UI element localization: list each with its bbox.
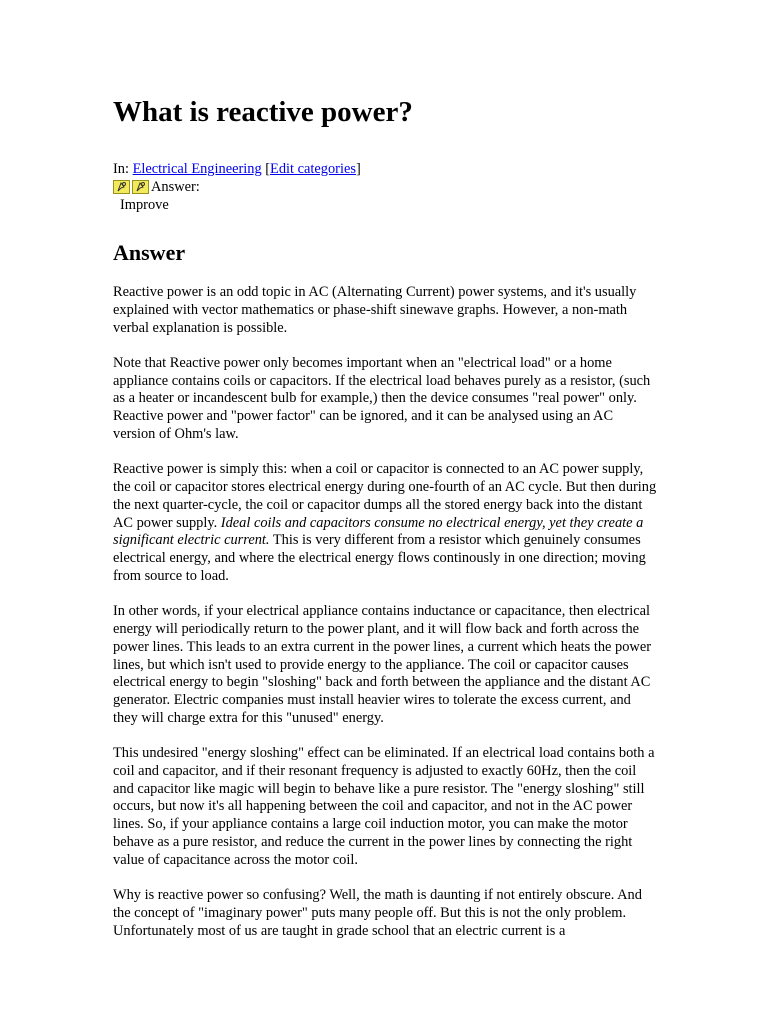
paragraph-3-emphasis: Ideal coils and capacitors consume no electrical energy, yet they create a significant electric current.: [113, 514, 644, 549]
category-link[interactable]: Electrical Engineering: [132, 161, 262, 177]
recommend-answer-icon[interactable]: [132, 180, 149, 194]
answer-heading: Answer: [113, 240, 186, 265]
edit-categories-link[interactable]: Edit categories: [270, 161, 356, 177]
document-page: [113, 94, 658, 958]
page-title: What is reactive power?: [113, 96, 413, 128]
paragraph-5: This undesired "energy sloshing" effect can be eliminated. If an electrical load contains both a coil and capacitor, and if their resonant frequency is adjusted to exactly 60Hz, then the coil and capacitor like magic will begin to behave like a pure resistor. The "energy sloshing" still occurs, but now it's all happening between the coil and capacitor, and not in the AC power lines. So, if your appliance contains a large coil induction motor, you can make the motor behave as a pure resistor, and reduce the current in the power lines by connecting the right value of capacitance across the motor coil.: [113, 745, 655, 868]
edit-open-bracket: [: [261, 161, 271, 177]
paragraph-1: Reactive power is an odd topic in AC (Alternating Current) power systems, and it's usually explained with vector mathematics or phase-shift sinewave graphs. However, a non-math verbal explanation is possible.: [113, 284, 637, 336]
in-label: In:: [113, 161, 133, 177]
paragraph-6: Why is reactive power so confusing? Well, the math is daunting if not entirely obscure. And the concept of "imaginary power" puts many people off. But this is not the only problem. Unfortunately most of us are taught in grade school that an electric current is a: [113, 887, 642, 939]
meta-block: [113, 160, 658, 214]
paragraph-3-end: This is very different from a resistor which genuinely consumes electrical energy, and where the electrical energy flows continously in one direction; moving from source to load.: [113, 532, 646, 584]
paragraph-3-start: Reactive power is simply this: when a coil or capacitor is connected to an AC power supply, the coil or capacitor stores electrical energy during one-fourth of an AC cycle. But then during the next quarter-cycle, the coil or capacitor dumps all the stored energy back into the distant AC power supply.: [113, 461, 657, 531]
edit-close-bracket: ]: [355, 161, 361, 177]
improve-link[interactable]: Improve: [120, 197, 169, 213]
edit-answer-icon[interactable]: [113, 180, 130, 194]
answer-label: Answer:: [151, 179, 200, 195]
answer-tools-row: [113, 178, 658, 196]
paragraph-3: [113, 461, 658, 586]
paragraph-2: Note that Reactive power only becomes important when an "electrical load" or a home appliance contains coils or capacitors. If the electrical load behaves purely as a resistor, (such as a heater or incandescent bulb for example,) then the device consumes "real power" only. Reactive power and "power factor" can be ignored, and it can be analysed using an AC version of Ohm's law.: [113, 354, 651, 442]
paragraph-4: In other words, if your electrical appliance contains inductance or capacitance, then electrical energy will periodically return to the power plant, and it will flow back and forth across the power lines. This leads to an extra current in the power lines, a current which heats the power lines, but which isn't used to provide energy to the appliance. The coil or capacitor causes electrical energy to begin "sloshing" back and forth between the appliance and the distant AC generator. Electric companies must install heavier wires to tolerate the excess current, and they will charge extra for this "unused" energy.: [113, 603, 652, 726]
category-line: [113, 160, 658, 178]
